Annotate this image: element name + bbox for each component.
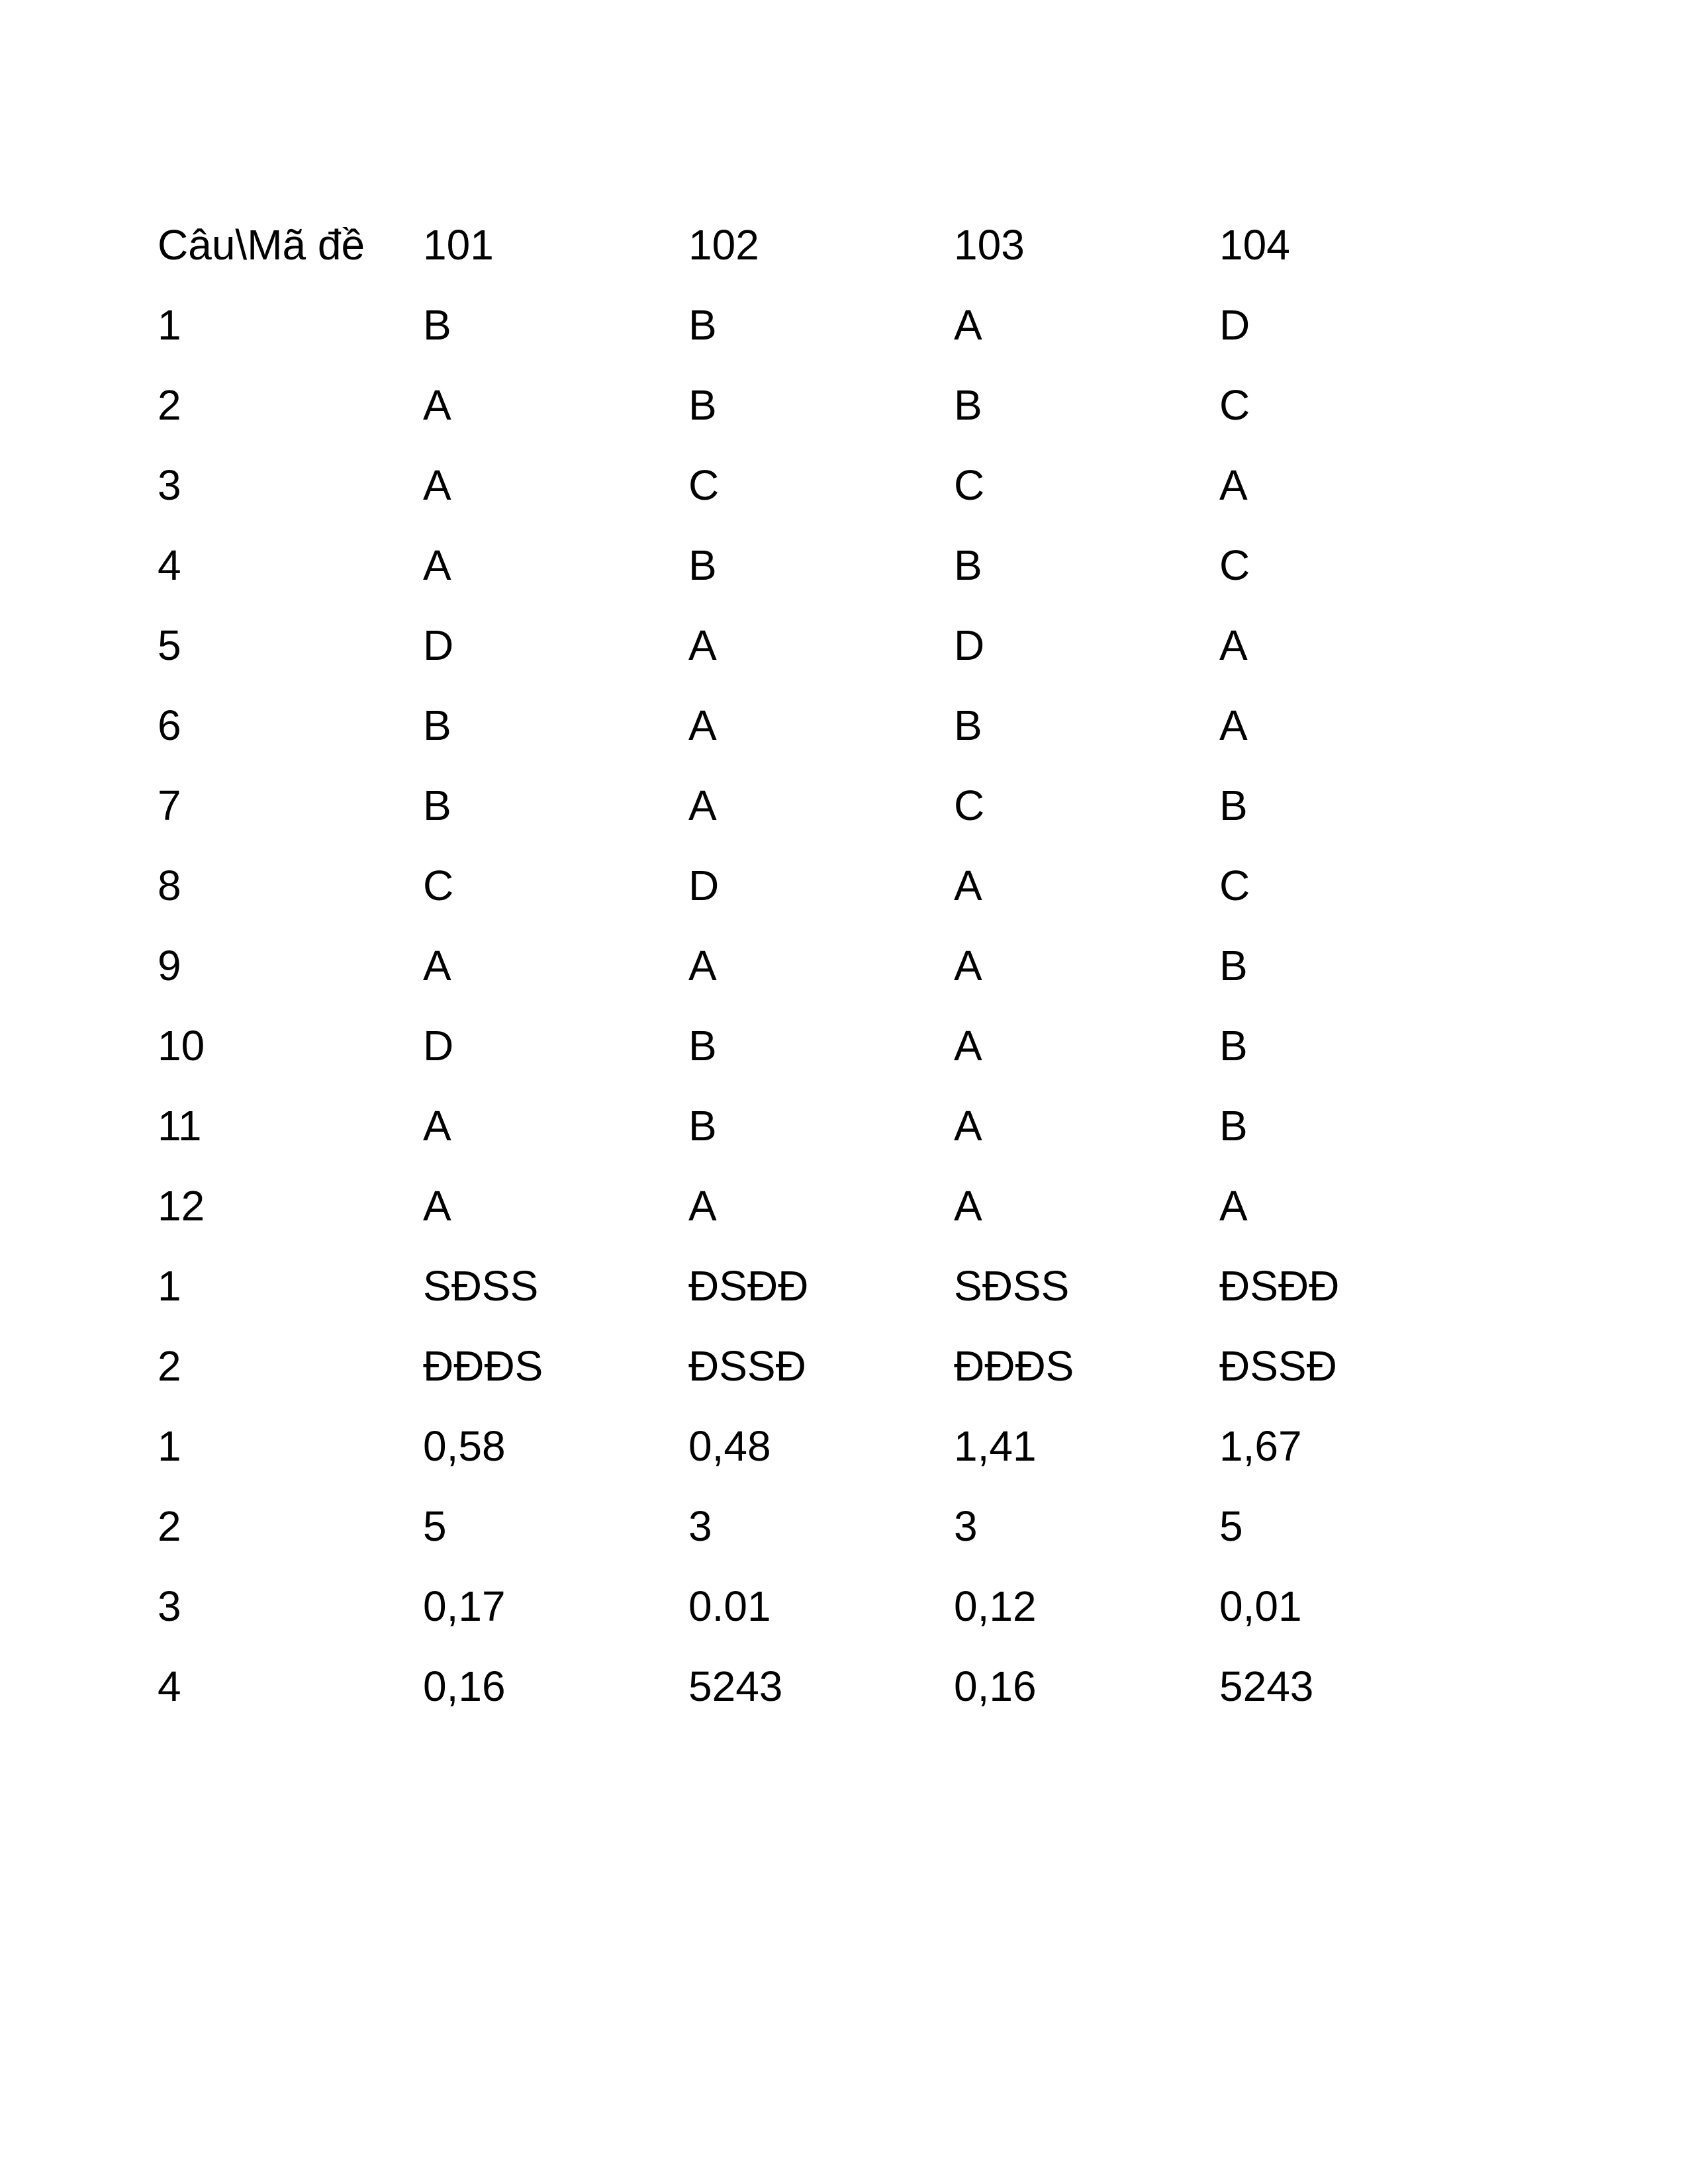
question-number-cell: 12 — [158, 1182, 205, 1230]
answer-cell: A — [954, 1102, 982, 1150]
question-number-cell: 8 — [158, 862, 181, 909]
question-number-cell: 2 — [158, 381, 181, 429]
answer-cell: C — [1219, 862, 1250, 909]
answer-cell: A — [1219, 461, 1248, 509]
answer-cell: A — [423, 541, 451, 589]
question-number-cell: 3 — [158, 461, 181, 509]
answer-cell: A — [954, 942, 982, 989]
answer-cell: A — [1219, 702, 1248, 749]
table-row — [158, 1265, 1485, 1345]
answer-cell: A — [954, 1182, 982, 1230]
answer-cell: 1,67 — [1219, 1422, 1302, 1470]
answer-cell: D — [423, 1022, 454, 1069]
table-body — [158, 301, 1485, 1745]
answer-cell: B — [1219, 1022, 1248, 1069]
question-number-cell: 2 — [158, 1502, 181, 1550]
answer-cell: ĐĐĐS — [954, 1342, 1074, 1390]
table-row — [158, 1585, 1485, 1665]
table-row — [158, 1185, 1485, 1265]
answer-cell: ĐĐĐS — [423, 1342, 543, 1390]
question-number-cell: 2 — [158, 1342, 181, 1390]
answer-cell: B — [423, 301, 451, 349]
answer-cell: B — [688, 541, 717, 589]
answer-cell: B — [688, 1102, 717, 1150]
answer-cell: C — [1219, 381, 1250, 429]
answer-cell: ĐSĐĐ — [1219, 1262, 1340, 1310]
answer-cell: B — [954, 541, 982, 589]
answer-cell: 0,16 — [423, 1662, 506, 1710]
answer-cell: B — [1219, 942, 1248, 989]
table-row — [158, 1345, 1485, 1425]
answer-cell: D — [688, 862, 720, 909]
answer-cell: 0,12 — [954, 1582, 1037, 1630]
answer-cell: 1,41 — [954, 1422, 1037, 1470]
question-number-cell: 9 — [158, 942, 181, 989]
table-row — [158, 1105, 1485, 1185]
answer-cell: A — [954, 862, 982, 909]
answer-cell: A — [423, 461, 451, 509]
answer-cell: C — [1219, 541, 1250, 589]
answer-cell: 0,58 — [423, 1422, 506, 1470]
answer-cell: C — [954, 461, 985, 509]
answer-cell: 5243 — [688, 1662, 783, 1710]
answer-cell: 0.01 — [688, 1582, 771, 1630]
answer-cell: A — [423, 942, 451, 989]
answer-cell: 0,17 — [423, 1582, 506, 1630]
answer-cell: ĐSSĐ — [688, 1342, 806, 1390]
answer-cell: C — [423, 862, 454, 909]
question-number-cell: 6 — [158, 702, 181, 749]
answer-cell: C — [954, 782, 985, 829]
answer-key-table — [158, 221, 1485, 1745]
question-number-cell: 4 — [158, 1662, 181, 1710]
answer-cell: SĐSS — [423, 1262, 539, 1310]
header-exam-code-104: 104 — [1219, 221, 1290, 269]
answer-cell: D — [423, 621, 454, 669]
answer-cell: 5 — [423, 1502, 447, 1550]
question-number-cell: 5 — [158, 621, 181, 669]
answer-cell: B — [1219, 1102, 1248, 1150]
header-exam-code-101: 101 — [423, 221, 494, 269]
answer-cell: 0,48 — [688, 1422, 771, 1470]
question-number-cell: 1 — [158, 301, 181, 349]
question-number-cell: 11 — [158, 1102, 202, 1150]
answer-cell: 5243 — [1219, 1662, 1314, 1710]
table-row — [158, 1665, 1485, 1745]
table-row — [158, 1505, 1485, 1585]
answer-cell: A — [423, 1182, 451, 1230]
question-number-cell: 4 — [158, 541, 181, 589]
table-row — [158, 784, 1485, 864]
answer-cell: A — [688, 1182, 717, 1230]
header-exam-code-102: 102 — [688, 221, 759, 269]
answer-cell: A — [954, 1022, 982, 1069]
answer-cell: B — [1219, 782, 1248, 829]
answer-cell: A — [954, 301, 982, 349]
answer-cell: B — [954, 702, 982, 749]
answer-cell: B — [688, 1022, 717, 1069]
answer-cell: ĐSSĐ — [1219, 1342, 1337, 1390]
question-number-cell: 1 — [158, 1422, 181, 1470]
answer-cell: D — [954, 621, 985, 669]
answer-cell: B — [423, 782, 451, 829]
table-row — [158, 704, 1485, 784]
question-number-cell: 10 — [158, 1022, 205, 1069]
table-row — [158, 624, 1485, 704]
table-row — [158, 464, 1485, 544]
table-row — [158, 304, 1485, 384]
table-row — [158, 544, 1485, 624]
answer-cell: 0,01 — [1219, 1582, 1302, 1630]
answer-cell: A — [1219, 621, 1248, 669]
table-row — [158, 864, 1485, 944]
table-header-row — [158, 224, 1485, 304]
answer-cell: 0,16 — [954, 1662, 1037, 1710]
header-exam-code-103: 103 — [954, 221, 1025, 269]
question-number-cell: 7 — [158, 782, 181, 829]
answer-cell: A — [688, 942, 717, 989]
answer-cell: 3 — [688, 1502, 712, 1550]
answer-cell: A — [688, 702, 717, 749]
answer-cell: C — [688, 461, 720, 509]
answer-cell: B — [954, 381, 982, 429]
table-row — [158, 944, 1485, 1024]
answer-cell: ĐSĐĐ — [688, 1262, 809, 1310]
header-question-code: Câu\Mã đề — [158, 221, 365, 269]
answer-cell: 3 — [954, 1502, 978, 1550]
table-row — [158, 1024, 1485, 1105]
answer-cell: B — [688, 301, 717, 349]
answer-cell: SĐSS — [954, 1262, 1070, 1310]
table-row — [158, 1425, 1485, 1505]
answer-cell: A — [1219, 1182, 1248, 1230]
answer-cell: 5 — [1219, 1502, 1243, 1550]
answer-cell: D — [1219, 301, 1250, 349]
question-number-cell: 3 — [158, 1582, 181, 1630]
answer-cell: B — [423, 702, 451, 749]
answer-cell: A — [688, 782, 717, 829]
question-number-cell: 1 — [158, 1262, 181, 1310]
answer-cell: B — [688, 381, 717, 429]
table-row — [158, 384, 1485, 464]
answer-cell: A — [688, 621, 717, 669]
answer-cell: A — [423, 1102, 451, 1150]
answer-cell: A — [423, 381, 451, 429]
